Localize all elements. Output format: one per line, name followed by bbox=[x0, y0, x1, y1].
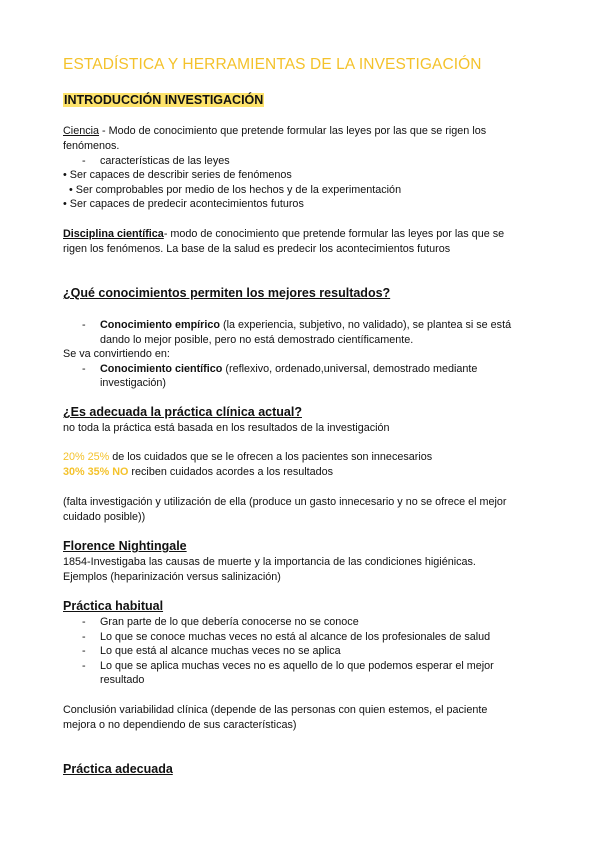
stat-2-percent: 30% 35% NO bbox=[63, 466, 129, 478]
ciencia-def-2: fenómenos. bbox=[63, 140, 120, 152]
dash-marker: - bbox=[82, 155, 86, 167]
note-line-1: (falta investigación y utilización de ella (produce un gasto innecesario y no se ofrece el mejor bbox=[63, 496, 507, 508]
conclusion-line-2: mejora o no dependiendo de sus características) bbox=[63, 719, 297, 731]
disciplina-def-1: - modo de conocimiento que pretende formular las leyes por las que se bbox=[163, 228, 505, 240]
stat-1-text: de los cuidados que se le ofrecen a los pacientes son innecesarios bbox=[109, 451, 433, 463]
ciencia-item-0: características de las leyes bbox=[100, 155, 230, 167]
cientifico-item bbox=[100, 362, 540, 377]
nightingale-line-1: 1854-Investigaba las causas de muerte y la importancia de las condiciones higiénicas. bbox=[63, 556, 476, 568]
habitual-item-1: Lo que se conoce muchas veces no está al alcance de los profesionales de salud bbox=[100, 631, 491, 643]
dash-marker: - bbox=[82, 363, 86, 375]
dash-marker: - bbox=[82, 645, 86, 657]
ciencia-definition bbox=[63, 124, 533, 139]
empirico-line-2: dando lo mejor posible, pero no está demostrado científicamente. bbox=[100, 334, 414, 346]
ciencia-item-2: • Ser comprobables por medio de los hechos y de la experimentación bbox=[69, 184, 402, 196]
stat-line-1 bbox=[63, 450, 533, 465]
dash-marker: - bbox=[82, 616, 86, 628]
habitual-item-3: Lo que se aplica muchas veces no es aquello de lo que podemos esperar el mejor bbox=[100, 660, 494, 672]
nightingale-heading: Florence Nightingale bbox=[63, 539, 187, 553]
ciencia-def-1: - Modo de conocimiento que pretende formular las leyes por las que se rigen los bbox=[99, 125, 487, 137]
empirico-item bbox=[100, 318, 540, 333]
document-title: ESTADÍSTICA Y HERRAMIENTAS DE LA INVESTIGACIÓN bbox=[63, 56, 482, 73]
dash-marker: - bbox=[82, 319, 86, 331]
nightingale-line-2: Ejemplos (heparinización versus salinización) bbox=[63, 571, 281, 583]
intro-heading: INTRODUCCIÓN INVESTIGACIÓN bbox=[64, 93, 264, 107]
adecuada-heading: Práctica adecuada bbox=[63, 762, 173, 776]
conclusion-line-1: Conclusión variabilidad clínica (depende de las personas con quien estemos, el paciente bbox=[63, 704, 488, 716]
disciplina-definition bbox=[63, 227, 533, 242]
stat-line-2 bbox=[63, 465, 533, 480]
habitual-heading: Práctica habitual bbox=[63, 599, 164, 613]
transition-text: Se va convirtiendo en: bbox=[63, 348, 170, 360]
dash-marker: - bbox=[82, 660, 86, 672]
habitual-item-0: Gran parte de lo que debería conocerse no se conoce bbox=[100, 616, 359, 628]
stat-1-percent: 20% 25% bbox=[63, 451, 110, 463]
disciplina-def-2: rigen los fenómenos. La base de la salud es predecir los acontecimientos futuros bbox=[63, 243, 451, 255]
cientifico-line-1: (reflexivo, ordenado,universal, demostrado mediante bbox=[222, 363, 478, 375]
practica-actual-heading: ¿Es adecuada la práctica clínica actual? bbox=[63, 405, 302, 419]
habitual-item-2: Lo que está al alcance muchas veces no se aplica bbox=[100, 645, 341, 657]
habitual-item-3-cont: resultado bbox=[100, 674, 145, 686]
stat-2-text: reciben cuidados acordes a los resultados bbox=[128, 466, 334, 478]
ciencia-term: Ciencia bbox=[63, 125, 100, 137]
disciplina-term: Disciplina científica bbox=[63, 228, 164, 240]
conocimientos-heading: ¿Qué conocimientos permiten los mejores resultados? bbox=[63, 286, 391, 300]
cientifico-line-2: investigación) bbox=[100, 377, 167, 389]
ciencia-item-3: • Ser capaces de predecir acontecimientos futuros bbox=[63, 198, 304, 210]
dash-marker: - bbox=[82, 631, 86, 643]
empirico-term: Conocimiento empírico bbox=[100, 319, 220, 331]
note-line-2: cuidado posible)) bbox=[63, 511, 146, 523]
cientifico-term: Conocimiento científico bbox=[100, 363, 223, 375]
practica-actual-line: no toda la práctica está basada en los resultados de la investigación bbox=[63, 422, 390, 434]
empirico-line-1: (la experiencia, subjetivo, no validado), se plantea si se está bbox=[219, 319, 512, 331]
ciencia-item-1: • Ser capaces de describir series de fenómenos bbox=[63, 169, 292, 181]
